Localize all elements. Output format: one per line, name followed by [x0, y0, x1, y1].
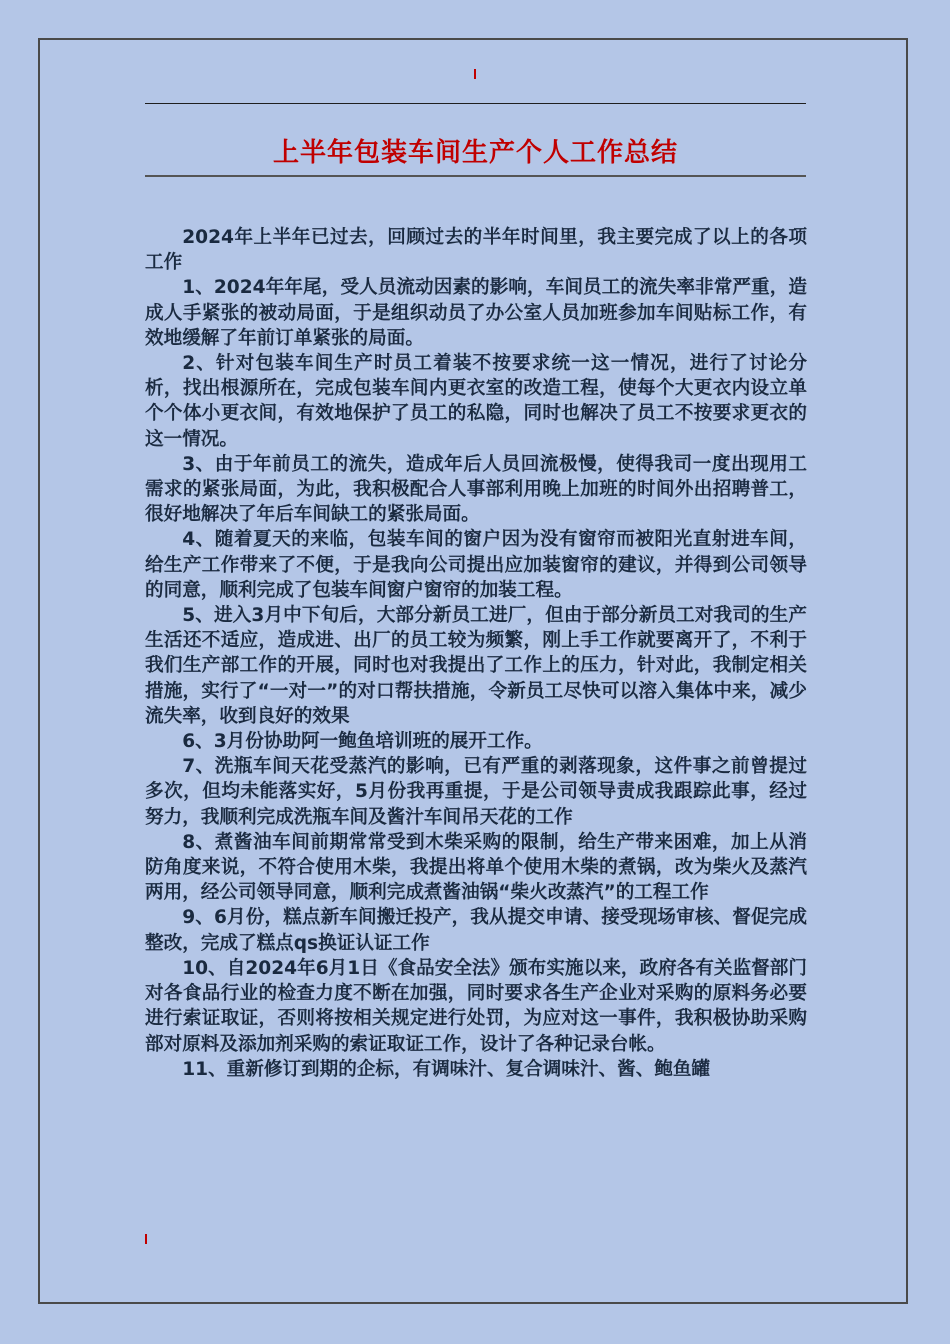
paragraph: 1、2024年年尾，受人员流动因素的影响，车间员工的流失率非常严重，造成人手紧张的被动局面，于是组织动员了办公室人员加班参加车间贴标工作，有效地缓解了年前订单紧张的局面。 — [145, 277, 807, 349]
document-title: 上半年包装车间生产个人工作总结 — [272, 138, 678, 168]
title-rule — [145, 175, 806, 177]
paragraph: 5、进入3月中下旬后，大部分新员工进厂，但由于部分新员工对我司的生产生活还不适应，造成进、出厂的员工较为频繁，刚上手工作就要离开了，不利于我们生产部工作的开展，同时也对我提出了工作上的压力，针对此，我制定相关措施，实行了“一对一”的对口帮扶措施，令新员工尽快可以溶入集体中来，减少流失率，收到良好的效果 — [145, 605, 807, 727]
paragraph: 9、6月份，糕点新车间搬迁投产，我从提交申请、接受现场审核、督促完成整改，完成了糕点qs换证认证工作 — [145, 907, 807, 954]
header-rule — [145, 103, 806, 104]
header-marker — [474, 69, 476, 79]
document-body — [145, 225, 807, 1082]
paragraph: 10、自2024年6月1日《食品安全法》颁布实施以来，政府各有关监督部门对各食品行业的检查力度不断在加强，同时要求各生产企业对采购的原料务必要进行索证取证，否则将按相关规定进行处罚，为应对这一事件，我积极协助采购部对原料及添加剂采购的索证取证工作，设计了各种记录台帐。 — [145, 957, 807, 1055]
paragraph: 2、针对包装车间生产时员工着装不按要求统一这一情况，进行了讨论分析，找出根源所在，完成包装车间内更衣室的改造工程，使每个大更衣内设立单个个体小更衣间，有效地保护了员工的私隐，同时也解决了员工不按要求更衣的这一情况。 — [145, 353, 807, 450]
paragraph: 2024年上半年已过去，回顾过去的半年时间里，我主要完成了以上的各项工作 — [145, 227, 807, 274]
footer-marker — [145, 1234, 147, 1244]
paragraph: 11、重新修订到期的企标，有调味汁、复合调味汁、酱、鲍鱼罐 — [182, 1058, 711, 1080]
paragraph: 8、煮酱油车间前期常常受到木柴采购的限制，给生产带来困难，加上从消防角度来说，不符合使用木柴，我提出将单个使用木柴的煮锅，改为柴火及蒸汽两用，经公司领导同意，顺利完成煮酱油锅“柴火改蒸汽”的工程工作 — [145, 831, 807, 904]
paragraph: 4、随着夏天的来临，包装车间的窗户因为没有窗帘而被阳光直射进车间，给生产工作带来了不便，于是我向公司提出应加装窗帘的建议，并得到公司领导的同意，顺利完成了包装车间窗户窗帘的加装工程。 — [145, 529, 807, 601]
paragraph: 7、洗瓶车间天花受蒸汽的影响，已有严重的剥落现象，这件事之前曾提过多次，但均未能落实好，5月份我再重提，于是公司领导责成我跟踪此事，经过努力，我顺利完成洗瓶车间及酱汁车间吊天花的工作 — [145, 756, 807, 828]
paragraph: 6、3月份协助阿一鲍鱼培训班的展开工作。 — [182, 731, 543, 753]
paragraph: 3、由于年前员工的流失，造成年后人员回流极慢，使得我司一度出现用工需求的紧张局面，为此，我积极配合人事部利用晚上加班的时间外出招聘普工，很好地解决了年后车间缺工的紧张局面。 — [145, 453, 807, 526]
